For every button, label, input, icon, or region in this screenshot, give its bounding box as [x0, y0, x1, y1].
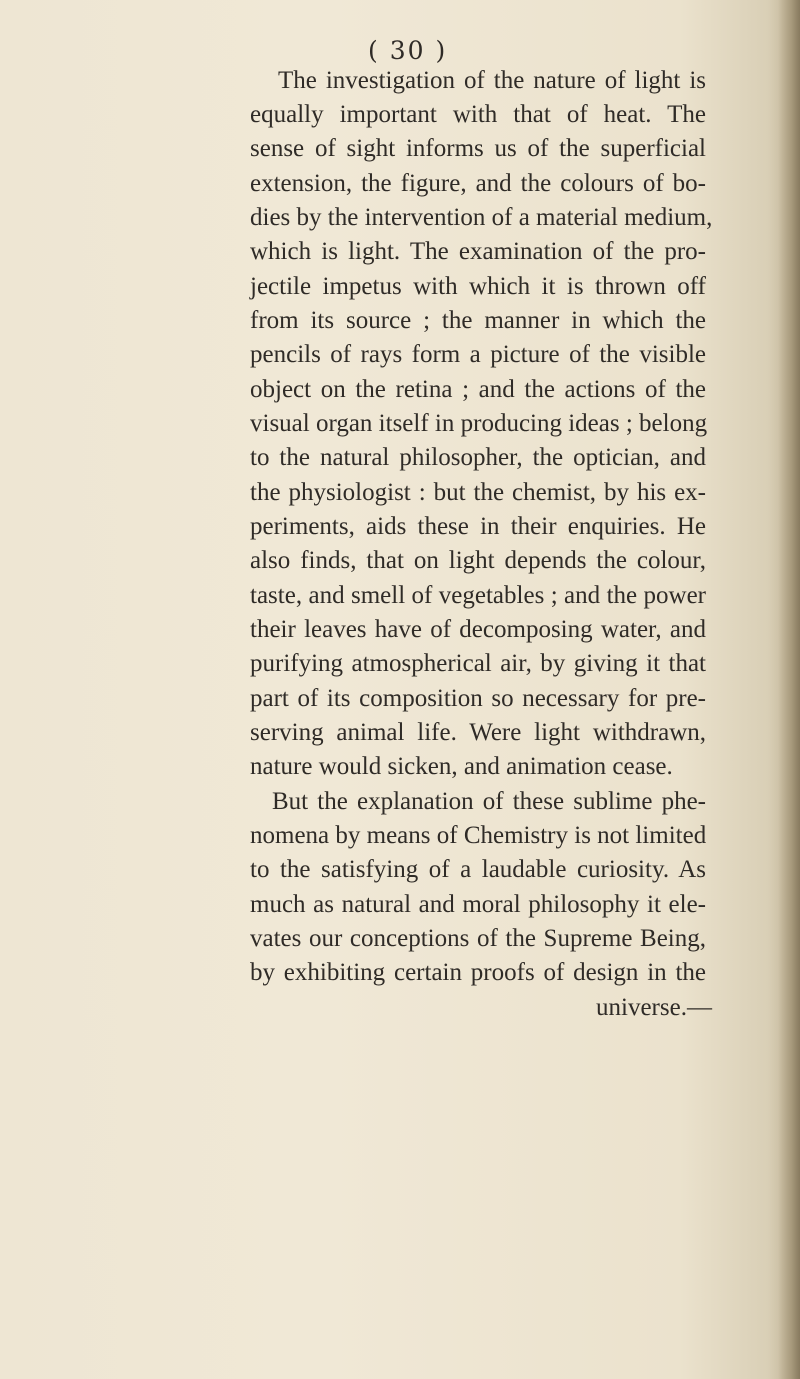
text-line: dies by the intervention of a material medium, [250, 204, 713, 231]
text-line: part of its composition so necessary for pre- [250, 685, 706, 712]
text-line: their leaves have of decomposing water, and [250, 616, 706, 643]
text-line: visual organ itself in producing ideas ; belong [250, 410, 708, 437]
text-line: taste, and smell of vegetables ; and the power [250, 582, 706, 609]
text-line: periments, aids these in their enquiries. He [250, 513, 706, 540]
text-line: serving animal life. Were light withdrawn, [250, 719, 706, 746]
text-line: which is light. The examination of the pro- [250, 238, 706, 265]
page-edge-shadow [778, 0, 800, 1379]
text-line: from its source ; the manner in which the [250, 307, 706, 334]
text-line: to the satisfying of a laudable curiosity. As [250, 856, 706, 883]
text-line: vates our conceptions of the Supreme Being, [250, 925, 706, 952]
text-line: much as natural and moral philosophy it ele- [250, 891, 706, 918]
text-line: sense of sight informs us of the superficial [250, 135, 706, 162]
text-line: nomena by means of Chemistry is not limited [250, 822, 707, 849]
text-line: also finds, that on light depends the colour, [250, 547, 706, 574]
text-line: jectile impetus with which it is thrown off [250, 273, 706, 300]
page-number: ( 30 ) [368, 36, 448, 65]
text-line: But the explanation of these sublime phe- [272, 788, 706, 815]
text-line: the physiologist : but the chemist, by his ex- [250, 479, 706, 506]
text-line: object on the retina ; and the actions of the [250, 376, 706, 403]
text-line: pencils of rays form a picture of the visible [250, 341, 706, 368]
text-line: by exhibiting certain proofs of design in the [250, 959, 706, 986]
text-line: to the natural philosopher, the optician, and [250, 444, 706, 471]
text-line: extension, the figure, and the colours of bo- [250, 170, 706, 197]
text-line: equally important with that of heat. The [250, 101, 706, 128]
text-line: The investigation of the nature of light is [278, 67, 706, 94]
text-line: purifying atmospherical air, by giving it that [250, 650, 706, 677]
text-line: universe.— [596, 994, 712, 1021]
text-line: nature would sicken, and animation cease. [250, 753, 673, 780]
